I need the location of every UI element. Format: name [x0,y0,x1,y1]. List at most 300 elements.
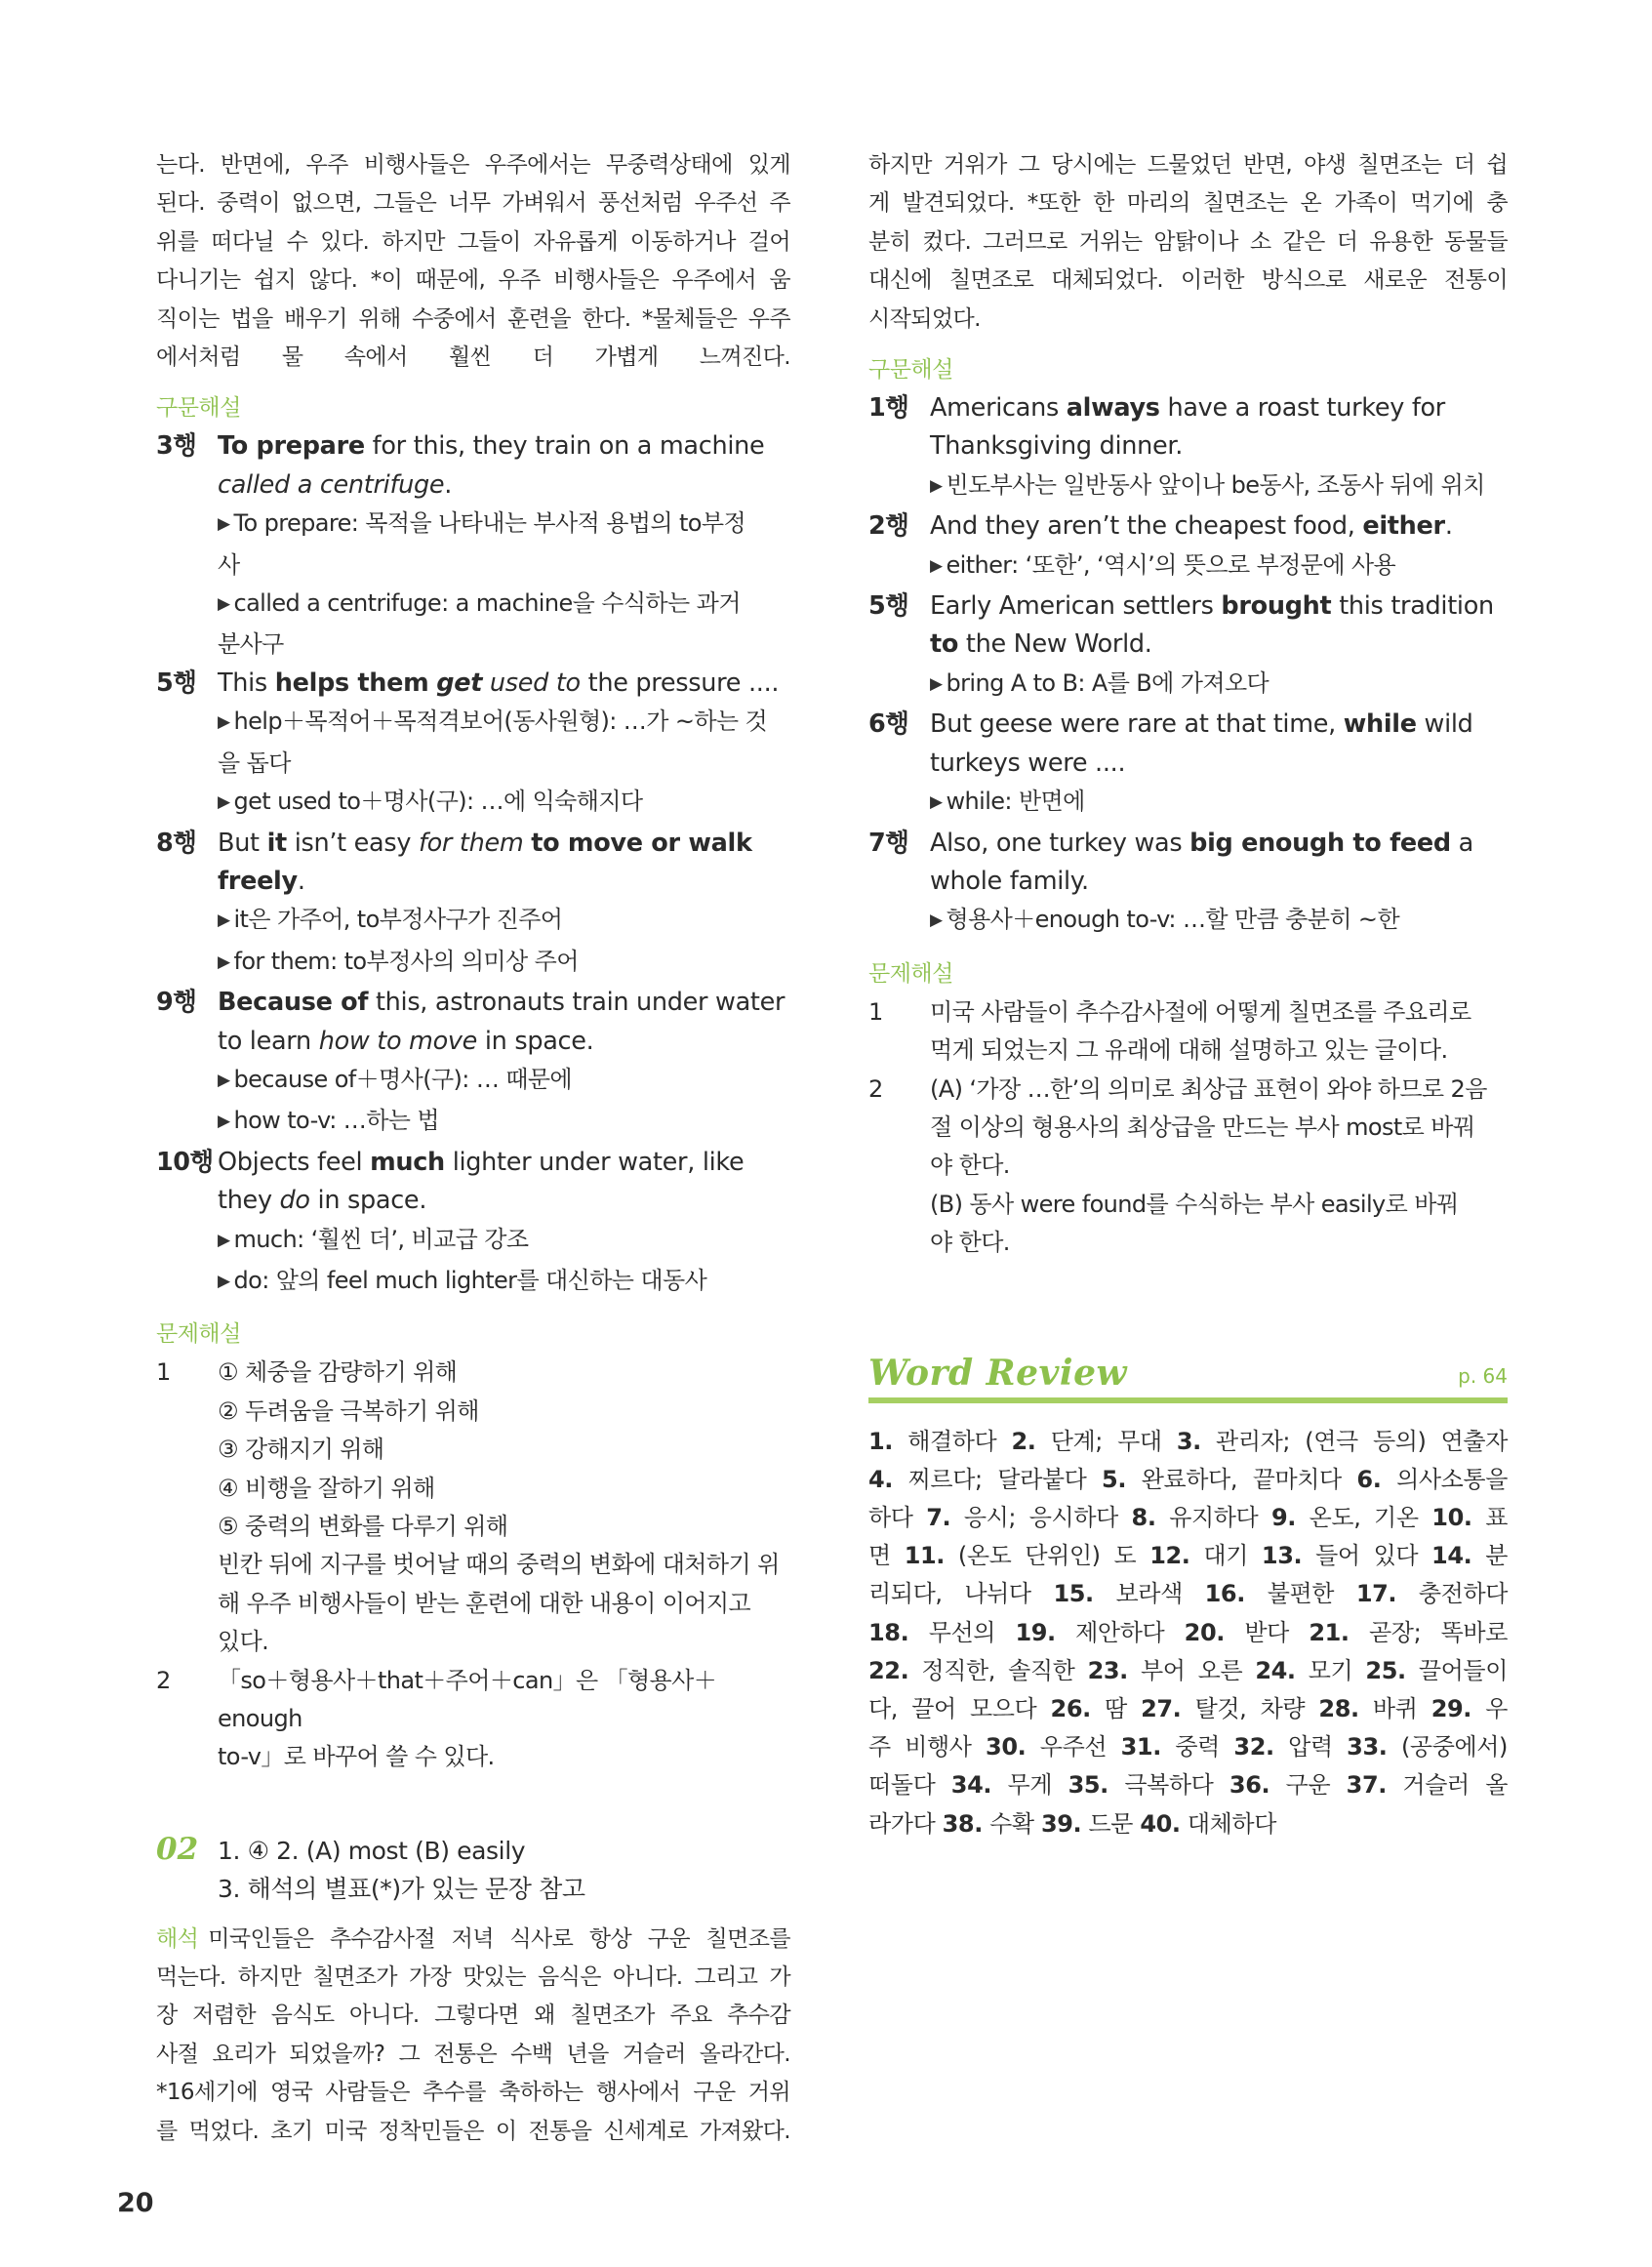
explanation-line: ② 두려움을 극복하기 위해 [218,1397,479,1425]
word-number: 34. [950,1771,992,1800]
word-meaning: 드문 [1081,1809,1141,1838]
word-meaning: 무선의 [908,1618,1016,1646]
word-meaning: 보라색 [1093,1580,1205,1608]
sentence-segment: turkeys were .... [930,748,1126,778]
explanation-line: (A) ‘가장 …한’의 의미로 최상급 표현이 와야 하므로 2음 [930,1074,1487,1103]
sentence-segment: lighter under water, like [444,1147,745,1177]
text-line: 하지만 거위가 그 당시에는 드물었던 반면, 야생 칠면조는 더 쉽 [868,152,1508,178]
word-meaning: 극복하다 [1108,1771,1229,1800]
line-reference: 6행 [868,709,909,740]
word-number: 36. [1229,1771,1270,1800]
question-explanation [218,1354,790,1661]
triangle-bullet-icon: ▶ [218,1070,230,1090]
syntax-entry [156,984,790,1144]
grammar-note-text: do: 앞의 feel much lighter를 대신하는 대동사 [233,1266,707,1294]
syntax-entry-body [930,389,1508,507]
grammar-note [218,547,790,585]
question-number: 1 [868,997,884,1026]
right-syntax-list [868,389,1508,943]
text-line: 사절 요리가 되었을까? 그 전통은 수백 년을 거슬러 올라간다. [156,2041,790,2067]
question-explanation [930,1071,1508,1263]
word-number: 24. [1255,1656,1296,1684]
sentence-segment: in space. [309,1186,427,1216]
sentence-segment: And they aren’t the cheapest food, [930,511,1363,542]
left-syntax-list [156,427,790,1303]
grammar-note [218,703,790,744]
syntax-entry [156,427,790,664]
word-review-line [868,1537,1508,1575]
word-meaning: 찌르다; 달라붙다 [893,1465,1103,1493]
word-review-header [868,1341,1508,1403]
sentence-segment: the New World. [958,629,1152,660]
sentence-segment: always [1066,393,1160,424]
sentence-segment: for them [418,828,524,858]
left-syntax-title: 구문해설 [156,395,241,422]
sentence-segment: big enough to feed [1189,828,1451,858]
left-column [156,146,790,2151]
explanation-line: ⑤ 중력의 변화를 다루기 위해 [218,1513,508,1540]
word-meaning: 중력 [1160,1733,1234,1761]
text-line: 위를 떠다닐 수 있다. 하지만 그들이 자유롭게 이동하거나 걸어 [156,228,790,255]
sentence-segment: Also, one turkey was [930,828,1190,858]
word-number: 9. [1270,1503,1296,1531]
sentence-segment: To prepare [218,431,365,462]
question-number: 2 [868,1074,884,1103]
explanation-line: ④ 비행을 잘하기 위해 [218,1474,435,1502]
word-meaning: 받다 [1224,1618,1310,1646]
word-review-body [868,1423,1508,1843]
word-review-line [868,1690,1508,1728]
sentence-segment: this, astronauts train under water [368,988,786,1018]
word-meaning: 표 [1471,1503,1509,1531]
word-meaning: 제안하다 [1055,1618,1185,1646]
word-number: 23. [1087,1656,1128,1684]
syntax-entry [868,587,1508,706]
word-number: 21. [1309,1618,1350,1646]
example-sentence-line [218,665,790,703]
left-question-title: 문제해설 [156,1321,241,1348]
grammar-note-text: 을 돕다 [218,749,291,777]
word-meaning: 단계; 무대 [1035,1427,1177,1455]
triangle-bullet-icon: ▶ [930,673,943,694]
grammar-note-text: 분사구 [218,630,284,659]
grammar-note-text: how to-v: …하는 법 [233,1107,439,1135]
sentence-segment: This [218,668,275,698]
word-meaning: 대기 [1189,1542,1262,1570]
word-number: 17. [1355,1580,1397,1608]
answer-body [218,1832,585,1909]
word-number: 16. [1204,1580,1245,1608]
text-line: 에서처럼 물 속에서 훨씬 더 가볍게 느껴진다. [156,344,790,371]
sentence-segment: a [1450,828,1473,858]
grammar-note [218,585,790,626]
left-question-list [156,1354,790,1776]
explanation-line: (B) 동사 were found를 수식하는 부사 easily로 바꿔 [930,1190,1459,1218]
grammar-note [930,783,1508,824]
sentence-segment: have a roast turkey for [1159,393,1445,424]
sentence-segment: while [1343,709,1417,740]
triangle-bullet-icon: ▶ [218,951,230,972]
word-meaning: 불편한 [1244,1580,1356,1608]
line-reference: 3행 [156,431,197,462]
word-review-line [868,1575,1508,1613]
translation-label: 해석 [156,1925,199,1952]
example-sentence-line [218,825,790,863]
word-number: 3. [1176,1427,1201,1455]
syntax-entry [156,1144,790,1304]
syntax-entry-body [930,706,1508,824]
example-sentence-line [930,507,1508,546]
syntax-entry [868,825,1508,943]
word-number: 6. [1356,1465,1382,1493]
sentence-segment: used to [489,668,581,698]
grammar-note-text: To prepare: 목적을 나타내는 부사적 용법의 to부정 [233,509,746,538]
example-sentence-line [930,706,1508,744]
grammar-note [218,943,790,984]
syntax-entry-body [218,825,790,985]
text-line: 먹는다. 하지만 칠면조가 가장 맛있는 음식은 아니다. 그리고 가 [156,1964,790,1991]
grammar-note [218,1061,790,1102]
word-number: 2. [1011,1427,1036,1455]
syntax-entry-body [218,984,790,1144]
word-meaning: 충전하다 [1396,1580,1509,1608]
example-sentence-line [218,1144,790,1182]
line-reference: 2행 [868,511,909,542]
triangle-bullet-icon: ▶ [218,712,230,733]
word-review-line [868,1461,1508,1499]
question-entry [156,1662,790,1777]
explanation-line: 「so＋형용사＋that＋주어＋can」은 「형용사＋enough [218,1666,717,1733]
word-number: 32. [1233,1733,1274,1761]
explanation-line: 해 우주 비행사들이 받는 훈련에 대한 내용이 이어지고 [218,1589,751,1617]
word-meaning: 유지하다 [1155,1503,1271,1531]
word-meaning: 바퀴 [1358,1694,1431,1722]
explanation-line: to-v」로 바꾸어 쓸 수 있다. [218,1743,495,1771]
right-column [868,146,1508,1843]
example-sentence-line [930,825,1508,863]
word-meaning: 떠돌다 [868,1771,951,1800]
word-meaning: 정직한, 솔직한 [908,1656,1088,1684]
word-meaning: 우주선 [1026,1733,1121,1761]
word-number: 11. [904,1542,946,1570]
word-number: 15. [1053,1580,1094,1608]
line-reference: 5행 [156,668,197,698]
word-meaning: 주 비행사 [868,1733,987,1761]
text-line: 다니기는 쉽지 않다. *이 때문에, 우주 비행사들은 우주에서 움 [156,267,790,294]
triangle-bullet-icon: ▶ [218,1112,230,1132]
grammar-note-text: get used to＋명사(구): …에 익숙해지다 [233,788,643,816]
answer-line: 3. 해석의 별표(*)가 있는 문장 참고 [218,1875,585,1904]
grammar-note-text: called a centrifuge: a machine을 수식하는 과거 [233,589,741,618]
grammar-note [930,665,1508,706]
word-meaning: 다, 끌어 모으다 [868,1694,1051,1722]
grammar-note [218,1221,790,1262]
word-review-line [868,1805,1508,1843]
line-reference: 8행 [156,828,197,858]
syntax-entry [868,706,1508,824]
sentence-segment: brought [1221,591,1332,622]
word-review-line [868,1614,1508,1652]
grammar-note-text: 형용사＋enough to-v: …할 만큼 충분히 ~한 [946,906,1400,934]
word-meaning: 들어 있다 [1302,1542,1432,1570]
right-intro-paragraph [868,146,1508,339]
sentence-segment: much [370,1147,445,1177]
word-meaning: 해결하다 [893,1427,1012,1455]
word-meaning: 분 [1471,1542,1509,1570]
text-line: 장 저렴한 음식도 아니다. 그렇다면 왜 칠면조가 주요 추수감 [156,2003,790,2029]
text-line: 게 발견되었다. *또한 한 마리의 칠면조는 온 가족이 먹기에 충 [868,190,1508,217]
word-review-title: Word Review [868,1352,1127,1394]
grammar-note-text: because of＋명사(구): … 때문에 [233,1065,573,1093]
question-entry [868,993,1508,1071]
word-meaning: 탈것, 차량 [1181,1694,1319,1722]
sentence-segment: either [1362,511,1445,542]
translation-text: 미국인들은 추수감사절 저녁 식사로 항상 구운 칠면조를 [208,1925,790,1952]
sentence-segment: . [297,866,305,896]
syntax-entry-body [930,507,1508,587]
grammar-note-text: much: ‘훨씬 더’, 비교급 강조 [233,1225,529,1253]
word-number: 4. [868,1465,894,1493]
explanation-line: 빈칸 뒤에 지구를 벗어날 때의 중력의 변화에 대처하기 위 [218,1551,780,1579]
grammar-note-text: while: 반면에 [946,788,1085,816]
sentence-segment: in space. [477,1026,594,1056]
text-line: 는다. 반면에, 우주 비행사들은 우주에서는 무중력상태에 있게 [156,152,790,178]
word-meaning: 대체하다 [1180,1809,1277,1838]
word-meaning: 리되다, 나뉘다 [868,1580,1054,1608]
sentence-segment: to [930,629,959,660]
explanation-line: ① 체중을 감량하기 위해 [218,1358,458,1387]
sentence-segment: Because of [218,988,369,1018]
triangle-bullet-icon: ▶ [218,1271,230,1291]
word-number: 18. [868,1618,909,1646]
syntax-entry [156,665,790,825]
sentence-segment: called a centrifuge [218,469,445,500]
grammar-note [218,783,790,824]
word-number: 1. [868,1427,894,1455]
word-number: 13. [1261,1542,1303,1570]
word-meaning: 온도, 기온 [1296,1503,1432,1531]
sentence-segment: helps them [274,668,429,698]
sentence-segment: . [444,469,453,500]
word-meaning: 완료하다, 끝마치다 [1126,1465,1357,1493]
explanation-line: 야 한다. [930,1229,1010,1257]
grammar-note-text: it은 가주어, to부정사구가 진주어 [233,906,563,934]
right-question-title: 문제해설 [868,960,953,987]
sentence-segment: Thanksgiving dinner. [930,431,1184,462]
triangle-bullet-icon: ▶ [218,514,230,535]
syntax-entry [868,507,1508,587]
text-line: 대신에 칠면조로 대체되었다. 이러한 방식으로 새로운 전통이 [868,267,1508,294]
word-meaning: 응시; 응시하다 [950,1503,1132,1531]
word-number: 38. [942,1809,983,1838]
word-review-page-ref: p. 64 [1458,1363,1508,1388]
sentence-segment: how to move [318,1026,478,1056]
word-meaning: (온도 단위인) 도 [945,1542,1150,1570]
word-number: 29. [1430,1694,1472,1722]
sentence-segment: isn’t easy [286,828,419,858]
word-number: 20. [1184,1618,1225,1646]
word-number: 12. [1149,1542,1190,1570]
word-review-line [868,1652,1508,1690]
answer-line: 1. ④ 2. (A) most (B) easily [218,1836,526,1865]
right-syntax-title: 구문해설 [868,357,953,384]
word-meaning: 수확 [982,1809,1041,1838]
example-sentence-line [930,626,1508,664]
word-meaning: 압력 [1273,1733,1348,1761]
explanation-line: 미국 사람들이 추수감사절에 어떻게 칠면조를 주요리로 [930,997,1471,1026]
word-number: 31. [1120,1733,1161,1761]
word-meaning: 땀 [1090,1694,1142,1722]
word-number: 27. [1141,1694,1182,1722]
grammar-note [218,1102,790,1143]
word-number: 8. [1131,1503,1156,1531]
syntax-entry-body [218,665,790,825]
syntax-entry-body [218,1144,790,1304]
example-sentence-line [218,427,790,466]
sentence-segment: whole family. [930,866,1089,896]
question-entry [156,1354,790,1661]
word-meaning: 하다 [868,1503,927,1531]
sentence-segment: do [279,1186,310,1216]
text-line: 직이는 법을 배우기 위해 수중에서 훈련을 한다. *물체들은 우주 [156,305,790,332]
word-meaning: 끌어들이 [1405,1656,1508,1684]
example-sentence-line [218,984,790,1022]
sentence-segment: Americans [930,393,1067,424]
sentence-segment: it [266,828,287,858]
grammar-note [218,1262,790,1303]
right-question-list [868,993,1508,1263]
triangle-bullet-icon: ▶ [930,475,943,496]
example-sentence-line [930,863,1508,901]
explanation-line: 절 이상의 형용사의 최상급을 만드는 부사 most로 바꿔 [930,1113,1475,1141]
word-number: 37. [1346,1771,1387,1800]
triangle-bullet-icon: ▶ [218,792,230,813]
sentence-segment [482,668,490,698]
grammar-note-text: bring A to B: A를 B에 가져오다 [946,668,1269,697]
word-meaning: 모기 [1295,1656,1366,1684]
sentence-segment: Early American settlers [930,591,1222,622]
text-line: 를 먹었다. 초기 미국 정착민들은 이 전통을 신세계로 가져왔다. [156,2118,790,2144]
line-reference: 9행 [156,988,197,1018]
word-meaning: 의사소통을 [1381,1465,1508,1493]
word-meaning: 거슬러 올 [1387,1771,1509,1800]
sentence-segment: wild [1416,709,1473,740]
sentence-segment: this tradition [1331,591,1494,622]
grammar-note [218,626,790,664]
sentence-segment: freely [218,866,298,896]
word-meaning: 부어 오른 [1127,1656,1256,1684]
sentence-segment: get [436,668,483,698]
grammar-note [930,547,1508,587]
sentence-segment: But geese were rare at that time, [930,709,1344,740]
sentence-segment: to learn [218,1026,319,1056]
example-sentence-line [930,389,1508,427]
word-meaning: (공중에서) [1387,1733,1509,1761]
word-review-line [868,1766,1508,1804]
line-reference: 5행 [868,591,909,622]
word-review-line [868,1499,1508,1537]
word-number: 5. [1102,1465,1127,1493]
grammar-note-text: either: ‘또한’, ‘역시’의 뜻으로 부정문에 사용 [946,550,1396,579]
example-sentence-line [218,466,790,505]
example-sentence-line [218,863,790,901]
example-sentence-line [218,1182,790,1220]
word-number: 14. [1431,1542,1472,1570]
example-sentence-line [930,587,1508,626]
word-meaning: 구운 [1269,1771,1347,1800]
grammar-note [218,505,790,546]
word-number: 22. [868,1656,909,1684]
grammar-note [930,901,1508,942]
grammar-note [218,901,790,942]
syntax-entry-body [930,587,1508,706]
example-sentence-line [218,1023,790,1061]
explanation-line: ③ 강해지기 위해 [218,1436,384,1464]
word-meaning: 라가다 [868,1809,943,1838]
translation-paragraph [156,1921,790,2151]
word-number: 10. [1431,1503,1472,1531]
word-meaning: 무게 [991,1771,1068,1800]
explanation-line: 먹게 되었는지 그 유래에 대해 설명하고 있는 글이다. [930,1036,1448,1065]
explanation-line: 야 한다. [930,1152,1010,1180]
word-meaning: 관리자; (연극 등의) 연출자 [1200,1427,1509,1455]
syntax-entry [868,389,1508,507]
word-number: 26. [1050,1694,1091,1722]
word-number: 33. [1347,1733,1388,1761]
syntax-entry-body [930,825,1508,943]
word-review-line [868,1423,1508,1461]
grammar-note-text: 사 [218,550,240,579]
grammar-note-text: 빈도부사는 일반동사 앞이나 be동사, 조동사 뒤에 위치 [946,470,1485,499]
word-number: 28. [1318,1694,1359,1722]
left-intro-paragraph [156,146,790,377]
sentence-segment: . [1444,511,1453,542]
triangle-bullet-icon: ▶ [218,594,230,615]
word-number: 19. [1015,1618,1056,1646]
sentence-segment: the pressure .... [580,668,780,698]
grammar-note [218,745,790,783]
triangle-bullet-icon: ▶ [218,911,230,931]
text-line: 시작되었다. [868,305,981,332]
triangle-bullet-icon: ▶ [218,1230,230,1250]
grammar-note [930,466,1508,507]
grammar-note-text: help＋목적어＋목적격보어(동사원형): …가 ~하는 것 [233,708,768,736]
text-line: 분히 컸다. 그러므로 거위는 암탉이나 소 같은 더 유용한 동물들 [868,228,1508,255]
question-entry [868,1071,1508,1263]
word-review-line [868,1728,1508,1766]
answer-block [156,1832,790,1909]
sentence-segment: they [218,1186,280,1216]
text-line: *16세기에 영국 사람들은 추수를 축하하는 행사에서 구운 거위 [156,2080,790,2106]
word-number: 39. [1040,1809,1082,1838]
triangle-bullet-icon: ▶ [930,555,943,576]
line-reference: 7행 [868,828,909,858]
sentence-segment: for this, they train on a machine [364,431,765,462]
example-sentence-line [930,427,1508,466]
text-line [156,1921,790,1959]
sentence-segment: to move or walk [531,828,752,858]
text-line: 된다. 중력이 없으면, 그들은 너무 가벼워서 풍선처럼 우주선 주 [156,190,790,217]
word-number: 7. [926,1503,951,1531]
example-sentence-line [930,745,1508,783]
sentence-segment: But [218,828,267,858]
word-number: 35. [1068,1771,1108,1800]
grammar-note-text: for them: to부정사의 의미상 주어 [233,947,579,975]
sentence-segment: Objects feel [218,1147,371,1177]
triangle-bullet-icon: ▶ [930,792,943,813]
word-number: 30. [986,1733,1027,1761]
page-number: 20 [117,2188,154,2218]
